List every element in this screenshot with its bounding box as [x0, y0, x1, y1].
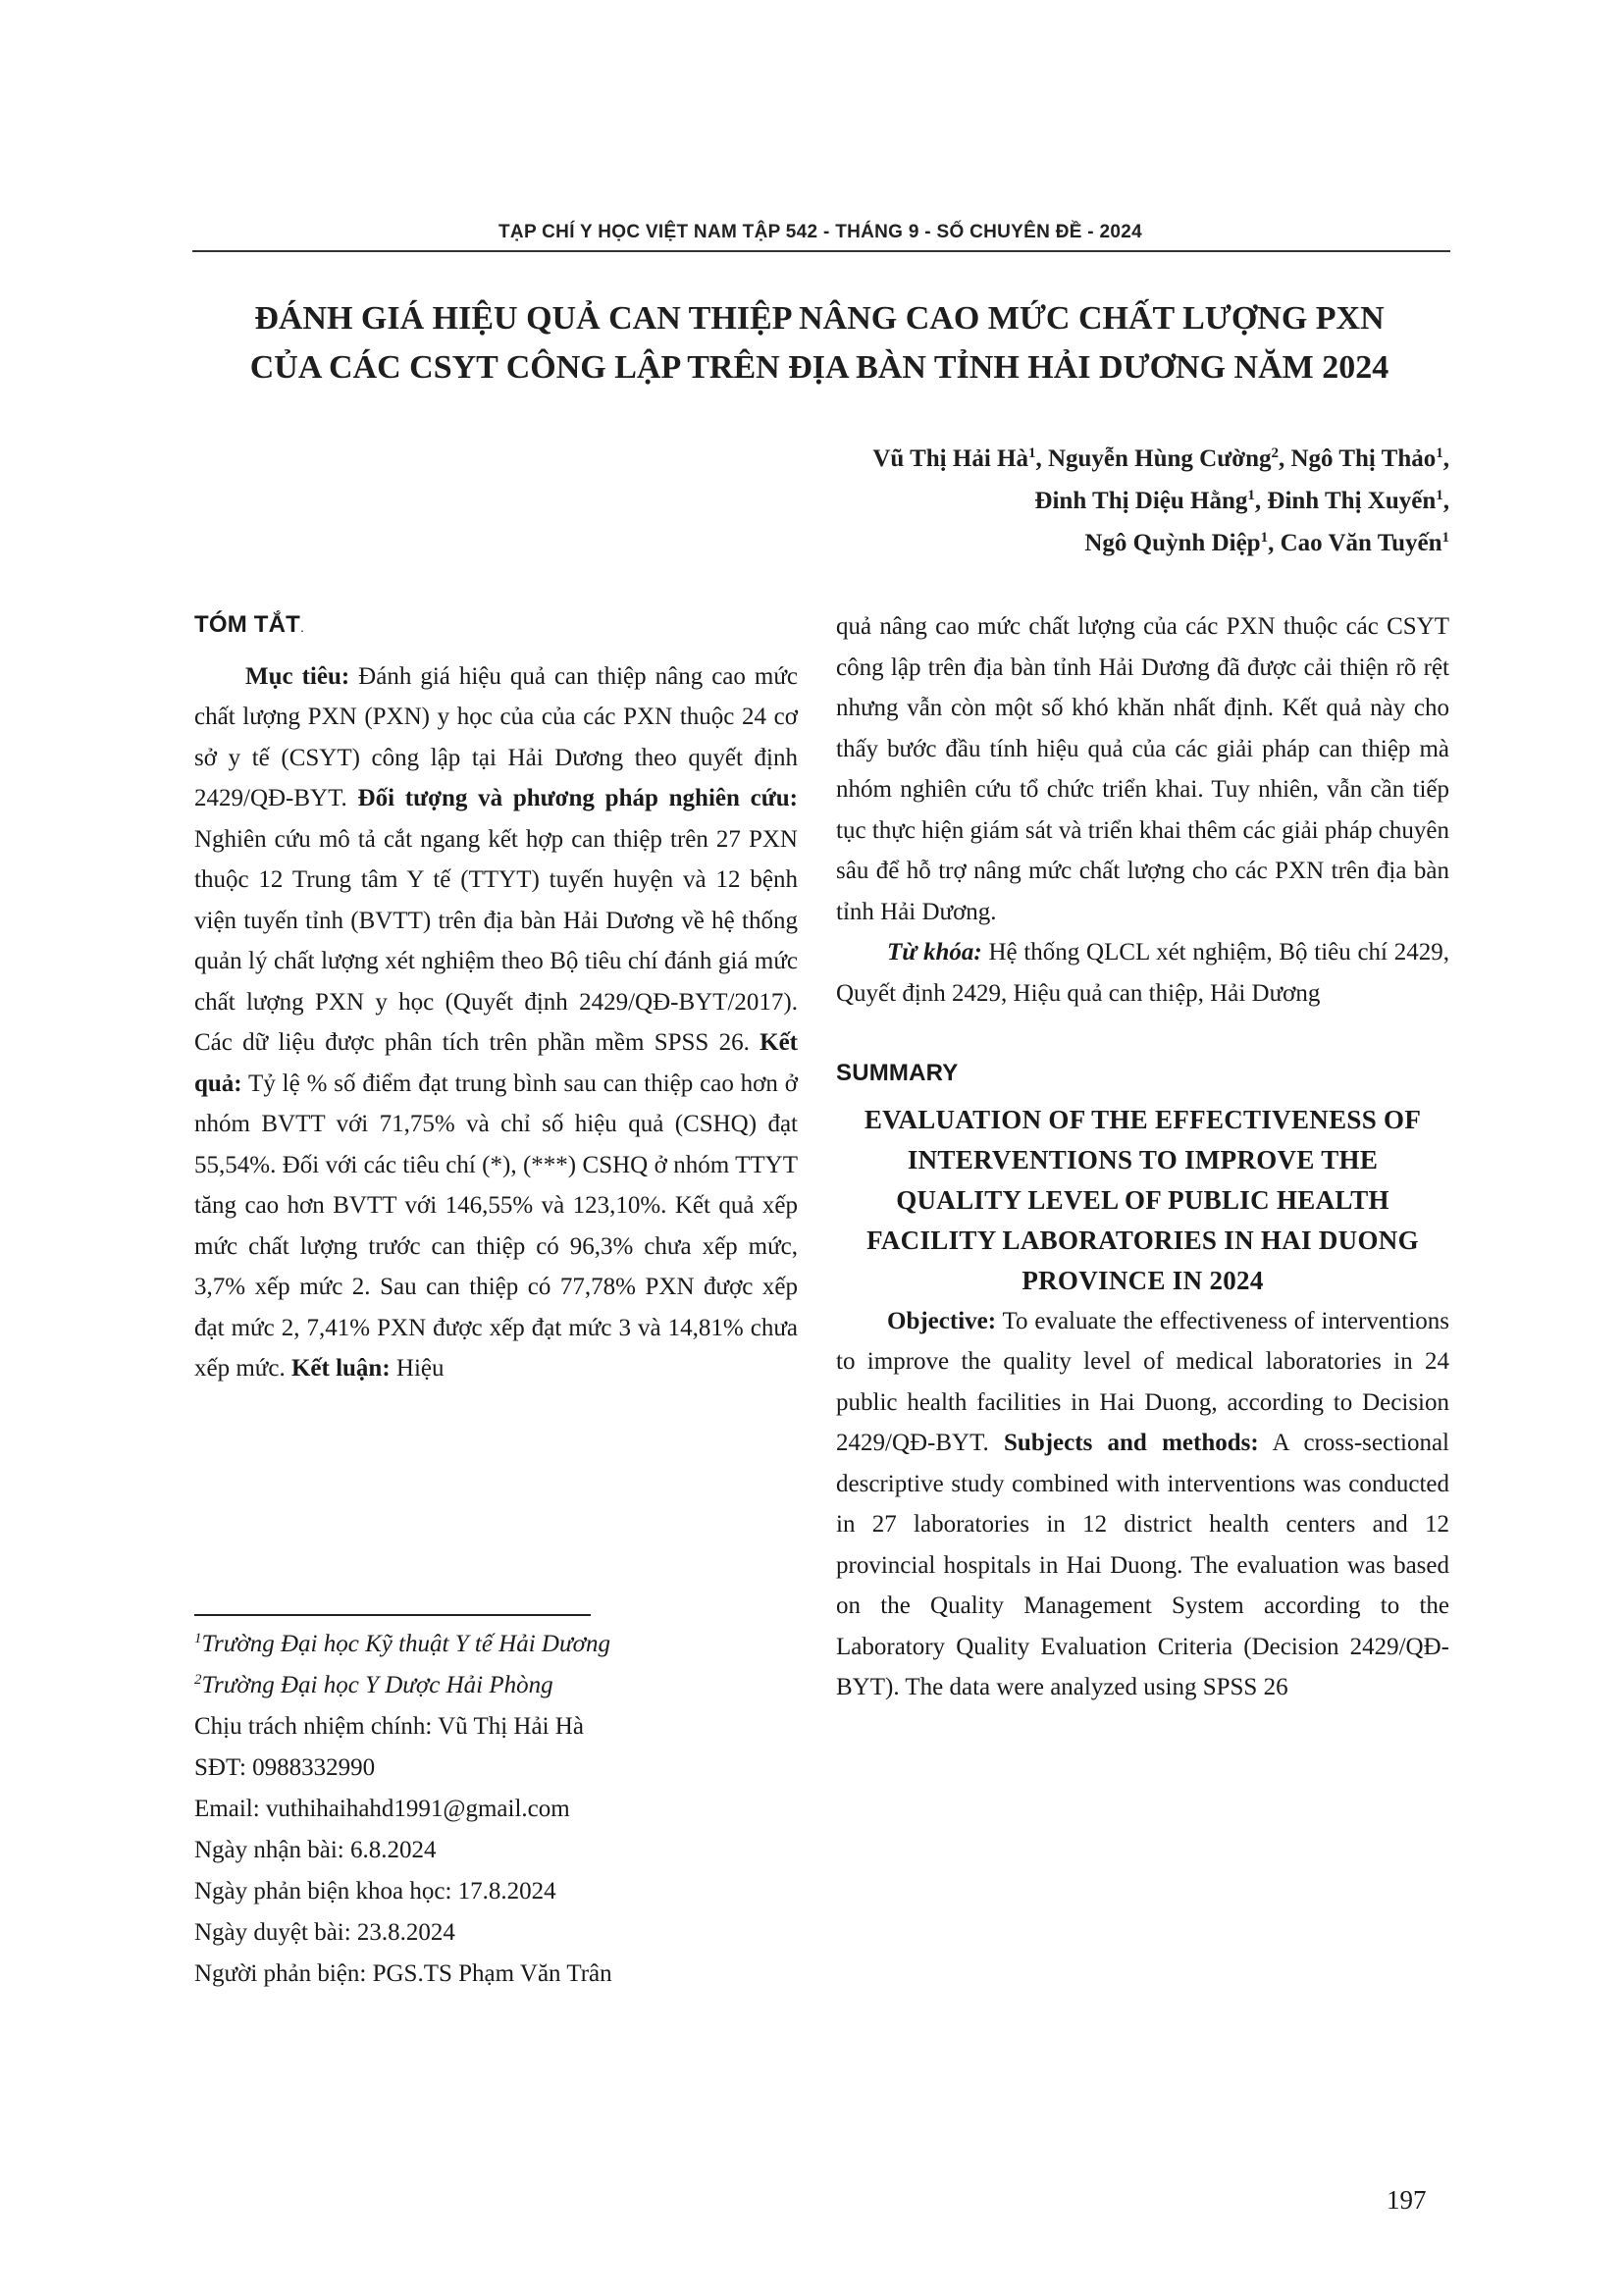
results-label: Kết quả:: [194, 1029, 798, 1097]
phone: SĐT: 0988332990: [194, 1754, 376, 1781]
abstract-paragraph: Mục tiêu: Đánh giá hiệu quả can thiệp nâng cao mức chất lượng PXN (PXN) y học của của các PXN thuộc 24 cơ sở y tế (CSYT) công lập tại Hải Dương theo quyết định 2429/QĐ-BYT. Đối tượng và phương pháp nghiên cứu: Nghiên cứu mô tả cắt ngang kết hợp can thiệp trên 27 PXN thuộc 12 Trung tâm Y tế (TTYT) tuyến huyện và 12 bệnh viện tuyến tỉnh (BVTT) trên địa bàn Hải Dương về hệ thống quản lý chất lượng xét nghiệm theo Bộ tiêu chí đánh giá mức chất lượng PXN y học (Quyết định 2429/QĐ-BYT/2017). Các dữ liệu được phân tích trên phần mềm SPSS 26. Kết quả: Tỷ lệ % số điểm đạt trung bình sau can thiệp cao hơn ở nhóm BVTT với 71,75% và chỉ số hiệu quả (CSHQ) đạt 55,54%. Đối với các tiêu chí (*), (***) CSHQ ở nhóm TTYT tăng cao hơn BVTT với 146,55% và 123,10%. Kết quả xếp mức chất lượng trước can thiệp có 96,3% chưa xếp mức, 3,7% xếp mức 2. Sau can thiệp có 77,78% PXN được xếp đạt mức 2, 7,41% PXN được xếp đạt mức 3 và 14,81% chưa xếp mức. Kết luận: Hiệu: [194, 662, 798, 1382]
affiliation-marker: 1: [1436, 488, 1443, 503]
footnotes: [194, 1624, 822, 1995]
author-name: Vũ Thị Hải Hà: [872, 445, 1028, 472]
author-line-1: Vũ Thị Hải $Hà^1$, Nguyễn Hùng Cường$^2$, Ngô Thị Thảo$^1$,: [872, 445, 1449, 472]
affiliation-marker: 1: [1027, 445, 1036, 461]
header-rule: [192, 250, 1450, 252]
english-title: EVALUATION OF THE EFFECTIVENESS OF INTERVENTIONS TO IMPROVE THE QUALITY LEVEL OF PUBLIC HEALTH FACILITY LABORATORIES IN HAI DUONG PROVINCE IN 2024: [864, 1104, 1422, 1295]
affiliation-marker: 1: [1436, 445, 1443, 461]
reviewer: Người phản biện: PGS.TS Phạm Văn Trân: [194, 1960, 612, 1987]
author-name: Đinh Thị Xuyến: [1267, 488, 1437, 514]
author-name: Đinh Thị Diệu Hằng: [1034, 488, 1248, 514]
methods-label-en: Subjects and methods:: [1004, 1430, 1259, 1456]
abstract-continuation: [836, 606, 1449, 932]
author-line-3: Ngô Quỳnh Diệp$^1$, Cao Văn Tuyến$^1$: [1084, 530, 1449, 556]
review-date: Ngày phản biện khoa học: 17.8.2024: [194, 1878, 556, 1905]
author-line-2: Đinh Thị Diệu Hằng$^1$, Đinh Thị Xuyến$^1$,: [1034, 488, 1449, 514]
author-name: Cao Văn Tuyến: [1280, 530, 1442, 556]
conclusion-label: Kết luận:: [290, 1355, 391, 1382]
author-list: [566, 438, 1449, 564]
author-name: Ngô Thị Thảo: [1290, 445, 1437, 472]
email: Email: vuthihaihahd1991@gmail.com: [194, 1796, 570, 1822]
summary-heading: SUMMARY: [836, 1060, 959, 1086]
affiliation-marker: 2: [1271, 445, 1279, 461]
objective-label: Mục tiêu:: [245, 662, 350, 690]
affiliation-marker: 1: [1247, 488, 1255, 503]
title-line-2: CỦA CÁC CSYT CÔNG LẬP TRÊN ĐỊA BÀN TỈNH HẢI DƯƠNG NĂM 2024: [249, 349, 1389, 386]
author-name: Ngô Quỳnh Diệp: [1084, 530, 1261, 556]
journal-running-header: TẠP CHÍ Y HỌC VIỆT NAM TẬP 542 - THÁNG 9 - SỐ CHUYÊN ĐỀ - 2024: [498, 222, 1142, 242]
affiliation-marker: 1: [1260, 530, 1269, 546]
page-number: 197: [1387, 2185, 1427, 2215]
affiliation-marker: 1: [1441, 530, 1449, 546]
received-date: Ngày nhận bài: 6.8.2024: [194, 1837, 437, 1863]
accepted-date: Ngày duyệt bài: 23.8.2024: [194, 1919, 455, 1946]
footnote-rule: [194, 1614, 591, 1616]
keywords-label: Từ khóa:: [887, 939, 982, 965]
conclusion-text: quả nâng cao mức chất lượng của các PXN thuộc các CSYT công lập trên địa bàn tỉnh Hải Dương đã được cải thiện rõ rệt nhưng vẫn còn một số khó khăn nhất định. Kết quả này cho thấy bước đầu tính hiệu quả của các giải pháp can thiệp mà nhóm nghiên cứu tổ chức triển khai. Tuy nhiên, vẫn cần tiếp tục thực hiện giám sát và triển khai thêm các giải pháp chuyên sâu để hỗ trợ nâng mức chất lượng cho các PXN trên địa bàn tỉnh Hải Dương.: [836, 613, 1449, 925]
left-column: [194, 604, 798, 1389]
corresponding-author: Chịu trách nhiệm chính: Vũ Thị Hải Hà: [194, 1713, 584, 1740]
methods-label: Đối tượng và phương pháp nghiên cứu:: [357, 785, 798, 811]
affiliation-2: $^2$Trường Đại học Y Dược Hải Phòng: [194, 1672, 553, 1698]
affiliation-1: $^1$Trường Đại học Kỹ thuật Y tế Hải Dương: [194, 1631, 610, 1657]
abstract-heading: TÓM TẮT.: [194, 611, 305, 638]
article-title: [167, 294, 1472, 392]
keywords: Từ khóa: Hệ thống QLCL xét nghiệm, Bộ tiêu chí 2429, Quyết định 2429, Hiệu quả can thiệp, Hải Dương: [836, 939, 1449, 1007]
title-line-1: ĐÁNH GIÁ HIỆU QUẢ CAN THIỆP NÂNG CAO MỨC CHẤT LƯỢNG PXN: [254, 300, 1385, 337]
objective-label-en: Objective:: [887, 1307, 997, 1334]
summary-paragraph: Objective: To evaluate the effectiveness of interventions to improve the quality level of medical laboratories in 24 public health facilities in Hai Duong, according to Decision 2429/QĐ-BYT. Subjects and methods: A cross-sectional descriptive study combined with interventions was conducted in 27 laboratories in 12 district health centers and 12 provincial hospitals in Hai Duong. The evaluation was based on the Quality Management System according to the Laboratory Quality Evaluation Criteria (Decision 2429/QĐ-BYT). The data were analyzed using SPSS 26: [836, 1307, 1450, 1700]
author-name: Nguyễn Hùng Cường: [1047, 445, 1272, 472]
right-column: [836, 606, 1449, 1708]
